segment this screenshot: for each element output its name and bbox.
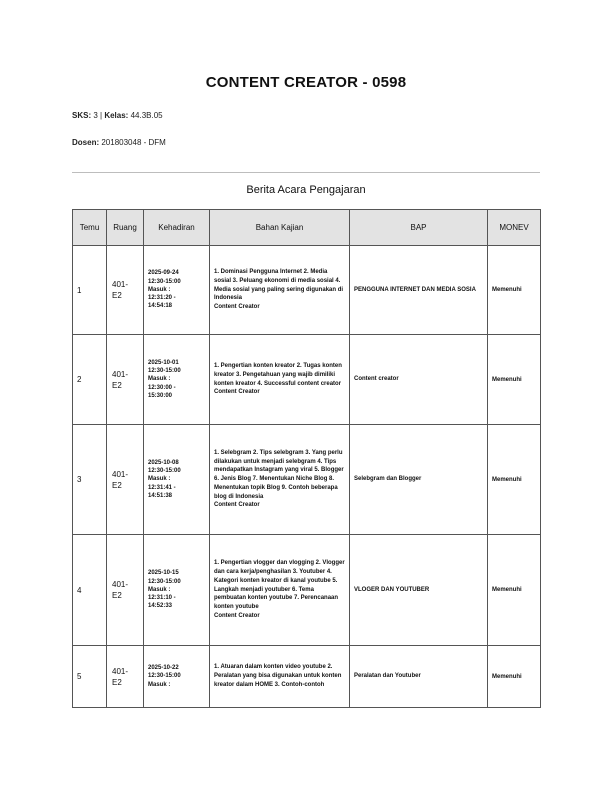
cell-temu: 4 [73,535,107,646]
section-divider [72,172,540,173]
cell-bahan-kajian: 1. Pengertian konten kreator 2. Tugas konten kreator 3. Pengetahuan yang wajib dimiliki konten kreator 4. Successful content creator Content Creator [210,335,350,425]
cell-monev: Memenuhi [488,335,541,425]
dosen-value: 201803048 - DFM [99,138,166,147]
header-temu: Temu [73,210,107,246]
cell-temu: 3 [73,425,107,535]
sks-label: SKS: [72,111,92,120]
kelas-label: Kelas: [104,111,129,120]
header-bahan-kajian: Bahan Kajian [210,210,350,246]
cell-bap: Selebgram dan Blogger [350,425,488,535]
cell-bap: Content creator [350,335,488,425]
dosen-label: Dosen: [72,138,100,147]
cell-bahan-kajian: 1. Dominasi Pengguna Internet 2. Media sosial 3. Peluang ekonomi di media sosial 4. Media sosial yang paling sering digunakan di Indonesia Content Creator [210,246,350,335]
cell-kehadiran: 2025-10-22 12:30-15:00 Masuk : [144,646,210,708]
cell-monev: Memenuhi [488,646,541,708]
class-info [72,111,163,120]
cell-kehadiran: 2025-10-08 12:30-15:00 Masuk : 12:31:41 - 14:51:38 [144,425,210,535]
cell-kehadiran: 2025-10-15 12:30-15:00 Masuk : 12:31:10 - 14:52:33 [144,535,210,646]
teaching-record-table [72,209,541,708]
cell-bahan-kajian: 1. Atuaran dalam konten video youtube 2. Peralatan yang bisa digunakan untuk konten kreator dalam HOME 3. Contoh-contoh [210,646,350,708]
cell-bap: VLOGER DAN YOUTUBER [350,535,488,646]
cell-bahan-kajian: 1. Selebgram 2. Tips selebgram 3. Yang perlu dilakukan untuk menjadi selebgram 4. Tips mendapatkan Instagram yang viral 5. Blogger 6. Jenis Blog 7. Menentukan Niche Blog 8. Menentukan topik Blog 9. Contoh beberapa blog di Indonesia Content Creator [210,425,350,535]
kelas-value: 44.3B.05 [128,111,163,120]
cell-monev: Memenuhi [488,535,541,646]
cell-ruang: 401- E2 [107,425,144,535]
document-title: CONTENT CREATOR - 0598 [205,74,407,91]
header-ruang: Ruang [107,210,144,246]
section-title: Berita Acara Pengajaran [246,184,366,196]
cell-ruang: 401- E2 [107,246,144,335]
cell-temu: 2 [73,335,107,425]
cell-bap: PENGGUNA INTERNET DAN MEDIA SOSIA [350,246,488,335]
cell-ruang: 401- E2 [107,535,144,646]
table-row [73,246,541,335]
table-header-row [73,210,541,246]
cell-kehadiran: 2025-09-24 12:30-15:00 Masuk : 12:31:20 - 14:54:18 [144,246,210,335]
cell-bahan-kajian: 1. Pengertian vlogger dan vlogging 2. Vlogger dan cara kerja/penghasilan 3. Youtuber 4. Kategori konten kreator di kanal youtube 5. Langkah menjadi youtuber 6. Tema pembuatan konten youtube 7. Perencanaan konten youtube Content Creator [210,535,350,646]
cell-ruang: 401- E2 [107,646,144,708]
table-row [73,335,541,425]
cell-ruang: 401- E2 [107,335,144,425]
sks-value: 3 | [91,111,105,120]
cell-monev: Memenuhi [488,425,541,535]
header-monev: MONEV [488,210,541,246]
table-row [73,535,541,646]
table-row [73,425,541,535]
header-kehadiran: Kehadiran [144,210,210,246]
lecturer-info [72,138,166,147]
table-row [73,646,541,708]
header-bap: BAP [350,210,488,246]
cell-temu: 1 [73,246,107,335]
cell-kehadiran: 2025-10-01 12:30-15:00 Masuk : 12:30:00 - 15:30:00 [144,335,210,425]
teaching-record-table-wrapper [72,209,540,708]
cell-bap: Peralatan dan Youtuber [350,646,488,708]
cell-monev: Memenuhi [488,246,541,335]
cell-temu: 5 [73,646,107,708]
